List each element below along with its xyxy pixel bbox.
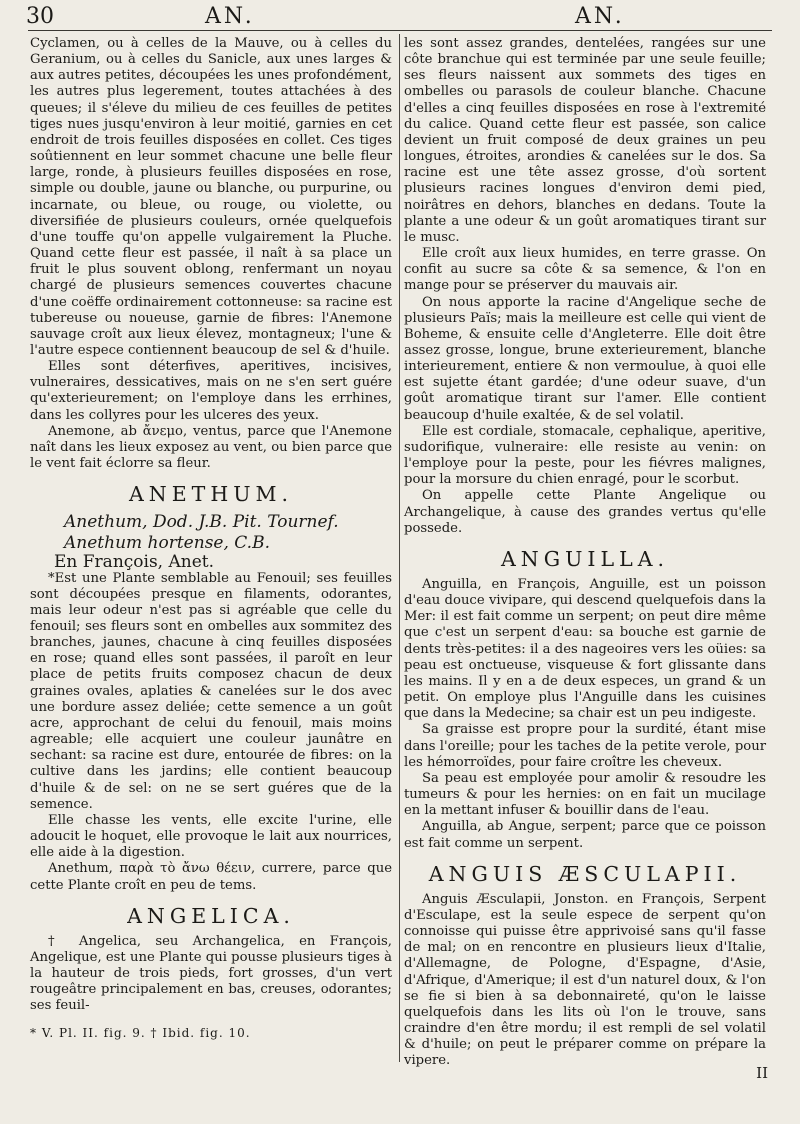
anethum-etymology-paragraph: Anethum, παρὰ τὸ ἄνω θέειν, currere, parce que cette Plante croît en peu de tems. [30, 861, 392, 893]
running-head-left: AN. [205, 4, 255, 29]
angelica-habitat-paragraph: Elle croît aux lieux humides, en terre grasse. On confit au sucre sa côte & sa semence, & l'on en mange pour se préserver du mauvais air. [404, 246, 766, 294]
signature-mark: II [756, 1064, 768, 1082]
header-rule [28, 30, 772, 31]
running-head-right: AN. [575, 4, 625, 29]
angelica-continued-paragraph: les sont assez grandes, dentelées, rangées sur une côte branchue qui est terminée par une seule feuille; ses fleurs naissent aux sommets des tiges en ombelles ou parasols de couleur blanche. Chacune d'elles a cinq feuilles disposées en rose à l'extremité du calice. Quand cette fleur est passée, son calice devient un fruit composé de deux graines un peu longues, étroites, arondies & canelées sur le dos. Sa racine est une tête assez grosse, d'où sortent plusieurs racines longues d'environ demi pied, noirâtres en dehors, blanches en dedans. Toute la plante a une odeur & un goût aromatiques tirant sur le musc. [404, 36, 766, 245]
anguilla-description-paragraph: Anguilla, en François, Anguille, est un poisson d'eau douce vivipare, qui descend quelquefois dans la Mer: il est fait comme un serpent; on peut dire même que c'est un serpent d'eau: sa bouche est garnie de dents très-petites: il a des nageoires vers les oüies: sa peau est onctueuse, visqueuse & fort glissante dans les mains. Il y en a de deux especes, un grand & un petit. On employe plus l'Anguille dans les cuisines que dans la Medecine; sa chair est un peu indigeste. [404, 577, 766, 722]
anguilla-fat-paragraph: Sa graisse est propre pour la surdité, étant mise dans l'oreille; pour les taches de la petite verole, pour les hémorroïdes, pour faire croître les cheveux. [404, 722, 766, 770]
anguis-aesculapii-heading: ANGUIS ÆSCULAPII. [428, 861, 742, 886]
anguilla-etymology-paragraph: Anguilla, ab Angue, serpent; parce que ce poisson est fait comme un serpent. [404, 819, 766, 851]
anemone-properties-paragraph: Elles sont déterfives, aperitives, incisives, vulneraires, dessicatives, mais on ne s'en sert guére qu'exterieurement; on l'employe dans les errhines, dans les collyres pour les ulceres des yeux. [30, 359, 392, 423]
angelica-etymology-paragraph: On appelle cette Plante Angelique ou Archangelique, à cause des grandes vertus qu'elle possede. [404, 488, 766, 536]
anethum-synonym-2: Anethum hortense, C.B. [64, 533, 270, 554]
angelica-root-paragraph: On nous apporte la racine d'Angelique seche de plusieurs Païs; mais la meilleure est celle qui vient de Boheme, & ensuite celle d'Angleterre. Elle doit être assez grosse, longue, brune exterieurement, blanche interieurement, entiere & non vermoulue, à quoi elle est sujette étant gardée; d'une odeur suave, d'un goût aromatique tirant sur l'amer. Elle contient beaucoup d'huile exaltée, & de sel volatil. [404, 294, 766, 423]
angelica-heading: ANGELICA. [127, 903, 295, 928]
anethum-french-name: En François, Anet. [54, 552, 215, 573]
anethum-properties-paragraph: Elle chasse les vents, elle excite l'urine, elle adoucit le hoquet, elle provoque le lait aux nourrices, elle aide à la digestion. [30, 812, 392, 861]
anguilla-skin-paragraph: Sa peau est employée pour amolir & resoudre les tumeurs & pour les hernies: on en fait un mucilage en la mettant infuser & bouillir dans de l'eau. [404, 770, 766, 819]
left-column [30, 36, 392, 1041]
column-divider [399, 34, 400, 1062]
angelica-description-paragraph: † Angelica, seu Archangelica, en François, Angelique, est une Plante qui pousse plusieurs tiges à la hauteur de trois pieds, fort grosses, d'un vert rougeâtre principalement en bas, creuses, odorantes; ses feuil- [30, 933, 392, 1014]
page-number: 30 [26, 4, 54, 29]
anethum-heading: ANETHUM. [128, 482, 294, 507]
footnote: * V. Pl. II. fig. 9. † Ibid. fig. 10. [30, 1025, 251, 1040]
anemone-continued-paragraph: Cyclamen, ou à celles de la Mauve, ou à celles du Geranium, ou à celles du Sanicle, aux unes larges & aux autres petites, découpées les unes profondément, les autres plus legerement, toutes attachées à des queues; il s'éleve du milieu de ces feuilles de petites tiges nues jusqu'environ à leur moitié, garnies en cet endroit de trois feuilles disposées en collet. Ces tiges soûtiennent en leur sommet chacune une belle fleur large, ronde, à plusieurs feuilles disposées en rose, simple ou double, jaune ou blanche, ou purpurine, ou incarnate, ou bleue, ou rouge, ou violette, ou diversifiée de plusieurs couleurs, ornée quelquefois d'une touffe qu'on appelle vulgairement la Pluche. Quand cette fleur est passée, il naît à sa place un fruit le plus souvent oblong, renfermant un noyau chargé de plusieurs semences couvertes chacune d'une coëffe ordinairement cottonneuse: sa racine est tubereuse ou noueuse, garnie de fibres: l'Anemone sauvage croît aux lieux élevez, montagneux; l'une & l'autre espece contiennent beaucoup de sel & d'huile. [30, 36, 392, 358]
right-column [404, 36, 766, 1070]
angelica-properties-paragraph: Elle est cordiale, stomacale, cephalique, aperitive, sudorifique, vulneraire: elle resiste au venin: on l'employe pour la peste, pour les fiévres malignes, pour la morsure du chien enragé, pour le scorbut. [404, 423, 766, 488]
anethum-synonym-1: Anethum, Dod. J.B. Pit. Tournef. [64, 512, 339, 533]
anethum-description-paragraph: *Est une Plante semblable au Fenouil; ses feuilles sont découpées presque en filaments, odorantes, mais leur odeur n'est pas si agréable que celle du fenouil; ses fleurs sont en ombelles aux sommitez des branches, jaunes, chacune à cinq feuilles disposées en rose; quand elles sont passées, il paroît en leur place de petits fruits composez chacun de deux graines ovales, aplaties & canelées sur le dos avec une bordure assez deliée; cette semence a un goût acre, approchant de celui du fenouil, mais moins agreable; elle acquiert une couleur jaunâtre en sechant: sa racine est dure, entourée de fibres: on la cultive dans les jardins; elle contient beaucoup d'huile & de sel: on ne se sert guéres que de la semence. [30, 570, 392, 812]
anguis-aesculapii-paragraph: Anguis Æsculapii, Jonston. en François, Serpent d'Esculape, est la seule espece de serpent qu'on connoisse qui puisse être apprivoisé sans qu'il fasse de mal; on en rencontre en plusieurs lieux d'Italie, d'Allemagne, de Pologne, d'Espagne, d'Asie, d'Afrique, d'Amerique; il est d'un naturel doux, & l'on se fie si bien à sa debonnaireté, qu'on le laisse quelquefois dans les lits où l'on le trouve, sans craindre d'en être mordu; il est rempli de sel volatil & d'huile; on peut le préparer comme on prépare la vipere. [404, 891, 766, 1069]
anemone-etymology-paragraph: Anemone, ab ἄνεμο, ventus, parce que l'Anemone naît dans les lieux exposez au vent, ou bien parce que le vent fait éclorre sa fleur. [30, 423, 392, 472]
anguilla-heading: ANGUILLA. [500, 546, 670, 571]
